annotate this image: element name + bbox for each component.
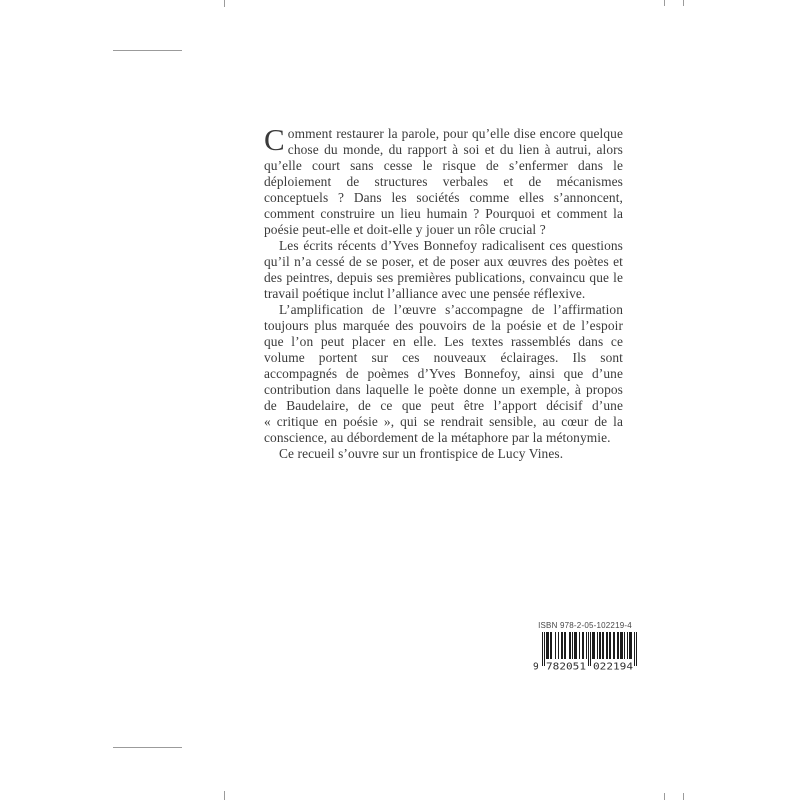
drop-cap: C — [264, 122, 285, 157]
svg-text:022194: 022194 — [593, 661, 634, 672]
blurb-paragraph-1-text: omment restaurer la parole, pour qu’elle dise encore quelque chose du monde, du rapport à soi et du lien à autrui, alors qu’elle court sans cesse le risque de s’enfermer dans le déploiement de structures verbales et de mécanismes conceptuels ? Dans les sociétés comme elles s’annoncent, comment construire un lieu humain ? Pourquoi et comment la poésie peut-elle et doit-elle y jouer un rôle crucial ? — [264, 126, 623, 237]
ean13-barcode — [533, 632, 637, 672]
fold-mark-top-left — [113, 50, 182, 51]
isbn-label: ISBN 978-2-05-102219-4 — [538, 621, 632, 630]
svg-text:782051: 782051 — [546, 661, 587, 672]
blurb-paragraph-3: L’amplification de l’œuvre s’accompagne de l’affirmation toujours plus marquée des pouvoirs de la poésie et de l’espoir que l’on peut placer en elle. Les textes rassemblés dans ce volume portent sur ces nouveaux éclairages. Ils sont accompagnés de poèmes d’Yves Bonnefoy, ainsi que d’une contribution dans laquelle le poète donne un exemple, à propos de Baudelaire, de ce que peut être l’apport décisif d’une « critique en poésie », qui se rendrait sensible, au cœur de la conscience, au débordement de la métaphore par la métonymie. — [264, 302, 623, 445]
blurb-text-block — [264, 122, 623, 462]
crop-mark-bottom-right-2 — [683, 793, 684, 800]
crop-mark-bottom-center — [224, 791, 225, 800]
blurb-paragraph-4: Ce recueil s’ouvre sur un frontispice de Lucy Vines. — [279, 446, 564, 461]
isbn-barcode-block — [526, 621, 644, 672]
blurb-paragraph-1 — [264, 122, 623, 238]
fold-mark-bottom-left — [113, 747, 182, 748]
svg-text:9: 9 — [533, 661, 539, 672]
crop-mark-bottom-right-1 — [664, 793, 665, 800]
crop-mark-top-right-2 — [683, 0, 684, 6]
crop-mark-top-center — [224, 0, 225, 7]
crop-mark-top-right-1 — [664, 0, 665, 6]
blurb-paragraph-2: Les écrits récents d’Yves Bonnefoy radicalisent ces questions qu’il n’a cessé de se poser, et de poser aux œuvres des poètes et des peintres, depuis ses premières publications, convaincu que le travail poétique inclut l’alliance avec une pensée réflexive. — [264, 238, 623, 301]
